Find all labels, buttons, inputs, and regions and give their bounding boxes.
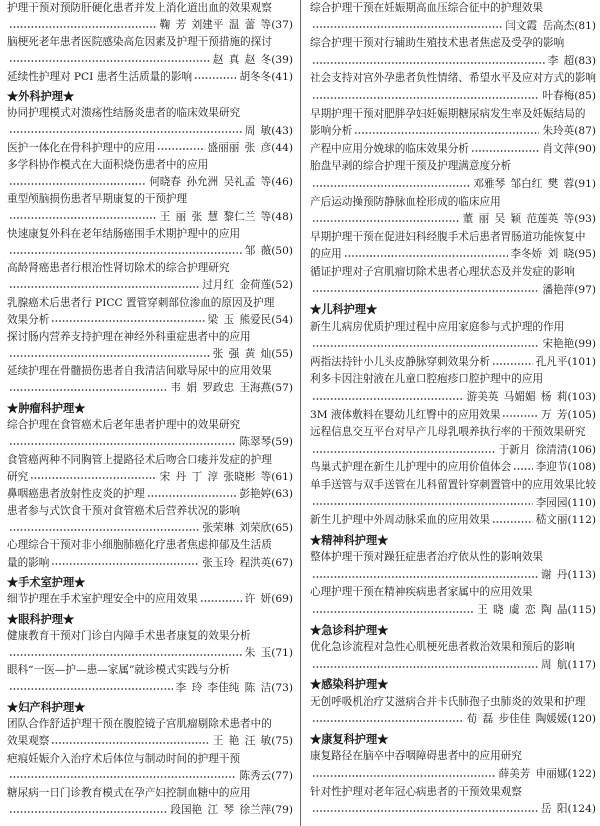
entry-title-line: 脑梗死老年患者医院感染高危因素及护理干预措施的探讨 xyxy=(7,36,272,49)
entry-authors: 陈秀云 xyxy=(239,769,272,782)
entry-title-line: 单手送管与双手送管在儿科留置针穿刺置管中的应用效果比较 xyxy=(310,478,596,491)
toc-entry xyxy=(310,194,596,229)
entry-page-number: (106) xyxy=(567,443,596,456)
entry-authors: 于新月 徐清清 xyxy=(498,443,568,456)
toc-entry xyxy=(310,477,596,512)
entry-page-number: (37) xyxy=(271,19,293,32)
entry-authors: 胡冬冬 xyxy=(239,70,272,83)
dot-leader xyxy=(492,512,533,530)
dot-leader xyxy=(312,711,464,729)
entry-authors: 宋艳艳 xyxy=(542,338,575,351)
toc-entry xyxy=(310,70,596,105)
entry-authors: 赵 真 赵 冬 xyxy=(212,53,272,66)
entry-title-line: 心理护理干预在精神疾病患者家属中的应用效果 xyxy=(310,586,533,599)
toc-entry xyxy=(7,537,293,571)
entry-title-line: 胎盘早剥的综合护理干预及护理满意度分析 xyxy=(310,160,512,173)
entry-title-line: 重型颅脑损伤患者早期康复的干预护理 xyxy=(7,193,188,206)
entry-page-number: (124) xyxy=(567,803,596,816)
entry-authors: 韦 娟 罗政忠 王海燕 xyxy=(170,382,272,395)
entry-leader-line xyxy=(7,434,293,451)
entry-leader-line xyxy=(310,567,596,585)
entry-leader-line xyxy=(310,801,596,819)
entry-title-line: 延续护理在骨髓损伤患者自我清洁间歇导尿中的应用效果 xyxy=(7,365,272,378)
entry-authors: 王 晓 虞 恋 陶 晶 xyxy=(477,604,568,616)
dot-leader xyxy=(312,801,538,819)
entry-leader-line xyxy=(310,53,596,71)
entry-leader-line xyxy=(310,512,596,530)
toc-entry xyxy=(310,784,596,819)
entry-page-number: (52) xyxy=(271,279,293,292)
entry-title-line: 康复路径在脑卒中吞咽障碍患者中的应用研究 xyxy=(310,750,522,763)
entry-title-line: 快速康复外科在老年结肠癌围手术期护理中的应用 xyxy=(7,227,241,240)
toc-column-left xyxy=(7,0,293,819)
entry-page-number: (69) xyxy=(271,593,293,606)
entry-authors: 邹 薇 xyxy=(244,244,272,257)
toc-entry xyxy=(7,417,293,451)
entry-leader-line xyxy=(7,346,293,363)
entry-title-line: 远程信息交互平台对早产儿母乳喂养执行率的干预效果研究 xyxy=(310,426,586,439)
entry-authors: 周 航 xyxy=(540,658,568,671)
entry-leader-line xyxy=(310,354,596,372)
entry-leader-line xyxy=(7,520,293,537)
dot-leader xyxy=(9,434,236,451)
entry-page-number: (77) xyxy=(271,769,293,782)
entry-leader-line xyxy=(7,174,293,191)
entry-page-number: (122) xyxy=(567,768,596,781)
entry-title-lead: 细节护理在手术室护理安全中的应用效果 xyxy=(7,593,198,606)
entry-authors: 闫文霞 岳高杰 xyxy=(505,19,575,32)
entry-page-number: (73) xyxy=(271,681,293,694)
entry-title-lead: 鸟巢式护理在新生儿护理中的应用价值体会 xyxy=(310,461,512,474)
entry-authors: 梁 玉 熊爱民 xyxy=(207,313,272,326)
dot-leader xyxy=(312,389,464,407)
entry-page-number: (93) xyxy=(574,213,596,226)
entry-title-lead: 新生儿护理中外周动脉采血的应用效果 xyxy=(310,514,491,527)
toc-entry xyxy=(310,35,596,70)
entry-title-line: 护理干预对预防肝硬化患者并发上消化道出血的效果观察 xyxy=(7,2,272,14)
entry-page-number: (83) xyxy=(574,54,596,67)
entry-leader-line xyxy=(310,246,596,264)
toc-entry xyxy=(7,295,293,329)
entry-title-lead: 鼻咽癌患者放射性皮炎的护理 xyxy=(7,487,145,500)
entry-authors: 嵇文丽 xyxy=(535,514,568,527)
section-heading: ★儿科护理★ xyxy=(310,302,378,317)
entry-authors: 潘艳萍 xyxy=(542,283,575,296)
entry-title-lead: 效果分析 xyxy=(7,313,50,326)
entry-page-number: (120) xyxy=(567,713,596,726)
toc-entry xyxy=(7,140,293,157)
entry-page-number: (97) xyxy=(574,283,596,296)
entry-page-number: (113) xyxy=(567,568,596,581)
toc-entry xyxy=(7,0,293,34)
entry-title-line: 团队合作舒适护理干预在腹腔镜子宫肌瘤剔除术患者中的 xyxy=(7,718,272,731)
dot-leader xyxy=(312,602,474,620)
entry-leader-line xyxy=(310,88,596,106)
toc-entry xyxy=(7,260,293,294)
entry-title-line: 无创呼吸机治疗艾滋病合并卡氏肺孢子虫肺炎的效果和护理 xyxy=(310,695,586,708)
entry-leader-line xyxy=(310,602,596,620)
entry-authors: 王 丽 张 慧 黎仁兰 等 xyxy=(159,210,272,223)
entry-title-line: 心理综合干预对非小细胞肺癌化疗患者焦虑抑郁及生活质 xyxy=(7,539,272,552)
entry-authors: 荀 磊 步佳佳 陶媛媛 xyxy=(466,713,568,726)
entry-leader-line xyxy=(7,555,293,572)
entry-leader-line xyxy=(310,766,596,784)
entry-leader-line xyxy=(7,17,293,34)
dot-leader xyxy=(51,555,199,572)
toc-entry xyxy=(310,512,596,530)
dot-leader xyxy=(9,680,173,697)
toc-entry xyxy=(310,424,596,459)
entry-title-lead: 产程中应用分娩球的临床效果分析 xyxy=(310,142,469,155)
toc-entry xyxy=(310,584,596,619)
dot-leader xyxy=(51,733,209,750)
entry-title-line: 产后运动操预防静脉血栓形成的临床应用 xyxy=(310,195,501,208)
entry-title-line: 糖尿病一日门诊教育模式在孕产妇控制血糖中的应用 xyxy=(7,787,251,799)
dot-leader xyxy=(51,312,204,329)
entry-leader-line xyxy=(7,469,293,486)
entry-page-number: (108) xyxy=(567,461,596,474)
dot-leader xyxy=(344,246,508,264)
entry-title-line: 循证护理对子宫肌瘤切除术患者心理状态及并发症的影响 xyxy=(310,265,575,278)
toc-entry xyxy=(7,591,293,608)
entry-leader-line xyxy=(7,140,293,157)
entry-title-line: 综合护理干预对行辅助生殖技术患者焦虑及受孕的影响 xyxy=(310,37,565,50)
toc-entry xyxy=(7,751,293,785)
entry-authors: 李迎节 xyxy=(535,461,568,474)
entry-authors: 彭艳婷 xyxy=(239,487,272,500)
dot-leader xyxy=(312,567,538,585)
entry-page-number: (110) xyxy=(567,496,596,509)
entry-page-number: (43) xyxy=(271,124,293,137)
entry-title-lead: 量的影响 xyxy=(7,556,50,569)
entry-page-number: (117) xyxy=(567,658,596,671)
entry-page-number: (99) xyxy=(574,338,596,351)
entry-authors: 肖文萍 xyxy=(542,142,575,155)
entry-authors: 过月红 金荷莲 xyxy=(202,279,272,292)
entry-leader-line xyxy=(7,733,293,750)
entry-authors: 朱玲英 xyxy=(542,125,575,138)
entry-title-lead: 的应用 xyxy=(310,248,342,261)
dot-leader xyxy=(9,346,210,363)
dot-leader xyxy=(147,486,237,503)
entry-page-number: (75) xyxy=(271,735,293,748)
column-divider xyxy=(300,0,301,826)
entry-leader-line xyxy=(310,141,596,159)
entry-title-line: 食管癌两种不同胸管上提路径术后吻合口瘘并发症的护理 xyxy=(7,453,272,466)
entry-page-number: (87) xyxy=(574,125,596,138)
dot-leader xyxy=(312,336,539,354)
section-heading: ★妇产科护理★ xyxy=(7,699,86,714)
entry-leader-line xyxy=(310,18,596,36)
entry-authors: 鞠 芳 刘建平 温 蕾 等 xyxy=(159,19,272,32)
entry-leader-line xyxy=(310,176,596,194)
toc-entry xyxy=(310,229,596,264)
dot-leader xyxy=(9,380,167,397)
toc-entry xyxy=(7,105,293,139)
dot-leader xyxy=(194,69,236,86)
entry-title-line: 社会支持对宫外孕患者负性情绪、希望水平及应对方式的影响 xyxy=(310,72,596,85)
entry-title-line: 早期护理干预在促进妇科经腹手术后患者胃肠道功能恢复中 xyxy=(310,230,586,243)
dot-leader xyxy=(9,123,242,140)
entry-leader-line xyxy=(7,486,293,503)
section-heading: ★肿瘤科护理★ xyxy=(7,400,86,415)
section-heading: ★外科护理★ xyxy=(7,88,75,103)
dot-leader xyxy=(9,645,242,662)
entry-leader-line xyxy=(310,336,596,354)
entry-title-line: 利多卡因注射液在儿童口腔疱疹口腔护理中的应用 xyxy=(310,373,544,386)
dot-leader xyxy=(9,768,236,785)
dot-leader xyxy=(513,459,532,477)
entry-page-number: (55) xyxy=(271,348,293,361)
dot-leader xyxy=(312,53,545,71)
entry-leader-line xyxy=(7,69,293,86)
toc-entry xyxy=(7,226,293,260)
entry-title-line: 综合护理干预在妊娠期高血压综合征中的护理效果 xyxy=(310,2,544,14)
entry-title-lead: 医护一体化在骨科护理中的应用 xyxy=(7,141,156,154)
entry-leader-line xyxy=(7,123,293,140)
entry-page-number: (81) xyxy=(574,19,596,32)
entry-title-line: 乳腺癌术后患者行 PICC 置管穿刺部位渗血的原因及护理 xyxy=(7,296,275,309)
entry-title-lead: 效果观察 xyxy=(7,735,50,748)
entry-authors: 邓雅琴 邹白红 樊 蓉 xyxy=(473,177,575,190)
dot-leader xyxy=(9,802,167,819)
dot-leader xyxy=(9,243,242,260)
entry-leader-line xyxy=(310,407,596,425)
entry-page-number: (95) xyxy=(574,248,596,261)
entry-page-number: (101) xyxy=(567,355,596,368)
toc-entry xyxy=(310,639,596,674)
toc-entry xyxy=(7,69,293,86)
entry-page-number: (91) xyxy=(574,177,596,190)
entry-authors: 薛美芳 申丽娜 xyxy=(498,768,568,781)
entry-authors: 段国艳 江 琴 徐兰萍 xyxy=(170,804,272,817)
entry-title-line: 协同护理模式对溃疡性结肠炎患者的临床效果研究 xyxy=(7,107,241,120)
toc-entry xyxy=(310,549,596,584)
dot-leader xyxy=(9,52,210,69)
toc-entry xyxy=(310,319,596,354)
toc-entry xyxy=(7,503,293,537)
toc-entry xyxy=(310,459,596,477)
dot-leader xyxy=(312,211,460,229)
entry-page-number: (50) xyxy=(271,244,293,257)
entry-authors: 李 超 xyxy=(547,54,575,67)
section-heading: ★眼科护理★ xyxy=(7,611,75,626)
entry-title-line: 综合护理在食管癌术后老年患者护理中的效果研究 xyxy=(7,419,241,432)
dot-leader xyxy=(312,88,539,106)
entry-title-line: 高龄肾癌患者行根治性肾切除术的综合护理研究 xyxy=(7,262,230,275)
entry-authors: 陈翠琴 xyxy=(239,436,272,449)
entry-leader-line xyxy=(7,768,293,785)
toc-entry xyxy=(7,191,293,225)
entry-authors: 王 艳 汪 敏 xyxy=(212,735,272,748)
entry-leader-line xyxy=(7,645,293,662)
dot-leader xyxy=(9,277,199,294)
entry-page-number: (65) xyxy=(271,522,293,535)
entry-authors: 李冬娇 刘 晓 xyxy=(510,248,575,261)
entry-leader-line xyxy=(310,123,596,141)
toc-entry xyxy=(310,748,596,783)
entry-page-number: (61) xyxy=(271,470,293,483)
entry-leader-line xyxy=(310,711,596,729)
entry-leader-line xyxy=(7,312,293,329)
entry-page-number: (90) xyxy=(574,142,596,155)
entry-title-line: 患者参与式饮食干预对食管癌术后营养状况的影响 xyxy=(7,505,241,518)
dot-leader xyxy=(9,520,199,537)
entry-authors: 朱 玉 xyxy=(244,647,272,660)
entry-page-number: (41) xyxy=(271,70,293,83)
dot-leader xyxy=(157,140,204,157)
dot-leader xyxy=(312,176,470,194)
entry-authors: 李 玲 李佳纯 陈 洁 xyxy=(175,681,272,694)
toc-entry xyxy=(310,264,596,299)
entry-title-line: 针对性护理对老年冠心病患者的干预效果观察 xyxy=(310,785,522,798)
entry-authors: 董 丽 吴 颖 范莲英 等 xyxy=(462,213,575,226)
dot-leader xyxy=(200,591,242,608)
toc-entry xyxy=(7,628,293,662)
section-heading: ★感染科护理★ xyxy=(310,677,389,692)
dot-leader xyxy=(312,657,538,675)
entry-leader-line xyxy=(7,591,293,608)
dot-leader xyxy=(9,209,157,226)
entry-page-number: (103) xyxy=(567,390,596,403)
section-heading: ★急诊科护理★ xyxy=(310,622,389,637)
entry-leader-line xyxy=(7,243,293,260)
toc-entry xyxy=(7,662,293,696)
entry-leader-line xyxy=(310,459,596,477)
dot-leader xyxy=(312,442,496,460)
entry-leader-line xyxy=(7,209,293,226)
toc-entry xyxy=(7,785,293,819)
entry-page-number: (39) xyxy=(271,53,293,66)
entry-authors: 张 强 黄 灿 xyxy=(212,348,272,361)
entry-leader-line xyxy=(7,52,293,69)
entry-page-number: (67) xyxy=(271,556,293,569)
entry-page-number: (79) xyxy=(271,804,293,817)
dot-leader xyxy=(9,17,157,34)
entry-title-line: 优化急诊流程对急性心肌梗死患者救治效果和预后的影响 xyxy=(310,641,575,654)
entry-leader-line xyxy=(310,657,596,675)
toc-entry xyxy=(310,407,596,425)
entry-authors: 游美英 马媚媚 杨 莉 xyxy=(466,390,568,403)
entry-authors: 谢 丹 xyxy=(540,568,568,581)
entry-title-line: 健康教育干预对门诊白内障手术患者康复的效果分析 xyxy=(7,630,251,642)
entry-page-number: (85) xyxy=(574,89,596,102)
entry-authors: 周 敏 xyxy=(244,124,272,137)
entry-authors: 何晓春 孙允洲 吴礼孟 等 xyxy=(149,176,272,189)
entry-title-line: 新生儿病房优质护理过程中应用家庭参与式护理的作用 xyxy=(310,320,565,333)
entry-authors: 叶春梅 xyxy=(542,89,575,102)
entry-authors: 孔凡平 xyxy=(535,355,568,368)
entry-leader-line xyxy=(7,802,293,819)
toc-entry xyxy=(310,0,596,35)
dot-leader xyxy=(354,123,539,141)
entry-page-number: (63) xyxy=(271,487,293,500)
entry-authors: 张荣琳 刘荣欣 xyxy=(202,522,272,535)
toc-entry xyxy=(310,694,596,729)
entry-title-line: 探讨肠内营养支持护理在神经外科重症患者中的应用 xyxy=(7,330,251,343)
toc-entry xyxy=(7,486,293,503)
entry-page-number: (71) xyxy=(271,647,293,660)
toc-column-right xyxy=(310,0,596,819)
entry-leader-line xyxy=(310,282,596,300)
entry-title-lead: 研究 xyxy=(7,470,29,483)
entry-title-line: 眼科“一医—护—患—家属”就诊模式实践与分析 xyxy=(7,664,230,677)
entry-leader-line xyxy=(7,380,293,397)
toc-entry xyxy=(310,158,596,193)
section-heading: ★康复科护理★ xyxy=(310,731,389,746)
entry-authors: 许 妍 xyxy=(244,593,272,606)
toc-entry xyxy=(7,157,293,191)
entry-page-number: (57) xyxy=(271,382,293,395)
entry-leader-line xyxy=(310,495,596,513)
entry-title-lead: 影响分析 xyxy=(310,125,353,138)
entry-authors: 岳 阳 xyxy=(540,803,568,816)
entry-authors: 宋 丹 丁 淳 张晓彬 等 xyxy=(159,470,272,483)
toc-entry xyxy=(7,34,293,68)
entry-authors: 盛丽丽 张 彦 xyxy=(207,141,272,154)
entry-page-number: (115) xyxy=(567,604,596,616)
section-heading: ★精神科护理★ xyxy=(310,532,389,547)
toc-entry xyxy=(310,106,596,141)
entry-title-line: 早期护理干预对肥胖孕妇妊娠期糖尿病发生率及妊娠结局的 xyxy=(310,107,586,120)
entry-page-number: (46) xyxy=(271,176,293,189)
toc-entry xyxy=(310,141,596,159)
entry-title-lead: 延续性护理对 PCI 患者生活质量的影响 xyxy=(7,70,193,83)
entry-leader-line xyxy=(310,442,596,460)
entry-page-number: (54) xyxy=(271,313,293,326)
entry-title-lead: 3M 液体敷料在婴幼儿红臀中的应用效果 xyxy=(310,408,501,421)
dot-leader xyxy=(312,766,496,784)
section-heading: ★手术室护理★ xyxy=(7,574,86,589)
entry-title-line: 整体护理干预对躁狂症患者治疗依从性的影响效果 xyxy=(310,551,544,564)
entry-page-number: (105) xyxy=(567,408,596,421)
dot-leader xyxy=(312,282,539,300)
entry-authors: 李园园 xyxy=(535,496,568,509)
dot-leader xyxy=(312,18,502,36)
dot-leader xyxy=(312,495,533,513)
toc-entry xyxy=(7,716,293,750)
dot-leader xyxy=(492,354,533,372)
entry-title-line: 疤痕妊娠介入治疗术后体位与制动时间的护理干预 xyxy=(7,752,241,765)
entry-leader-line xyxy=(7,277,293,294)
entry-leader-line xyxy=(310,211,596,229)
toc-entry xyxy=(7,363,293,397)
toc-entry xyxy=(310,371,596,406)
dot-leader xyxy=(502,407,537,425)
toc-entry xyxy=(7,329,293,363)
entry-leader-line xyxy=(7,680,293,697)
entry-page-number: (59) xyxy=(271,436,293,449)
dot-leader xyxy=(471,141,540,159)
entry-page-number: (48) xyxy=(271,210,293,223)
dot-leader xyxy=(9,174,146,191)
dot-leader xyxy=(30,469,156,486)
entry-page-number: (44) xyxy=(271,141,293,154)
entry-title-line: 多学科协作模式在大面积烧伤患者中的应用 xyxy=(7,159,209,171)
entry-leader-line xyxy=(310,389,596,407)
entry-authors: 万 芳 xyxy=(540,408,568,421)
entry-page-number: (112) xyxy=(567,514,596,527)
entry-title-lead: 两指法持针小儿头皮静脉穿刺效果分析 xyxy=(310,355,491,368)
entry-authors: 张玉玲 程洪英 xyxy=(202,556,272,569)
toc-entry xyxy=(310,354,596,372)
toc-entry xyxy=(7,452,293,486)
